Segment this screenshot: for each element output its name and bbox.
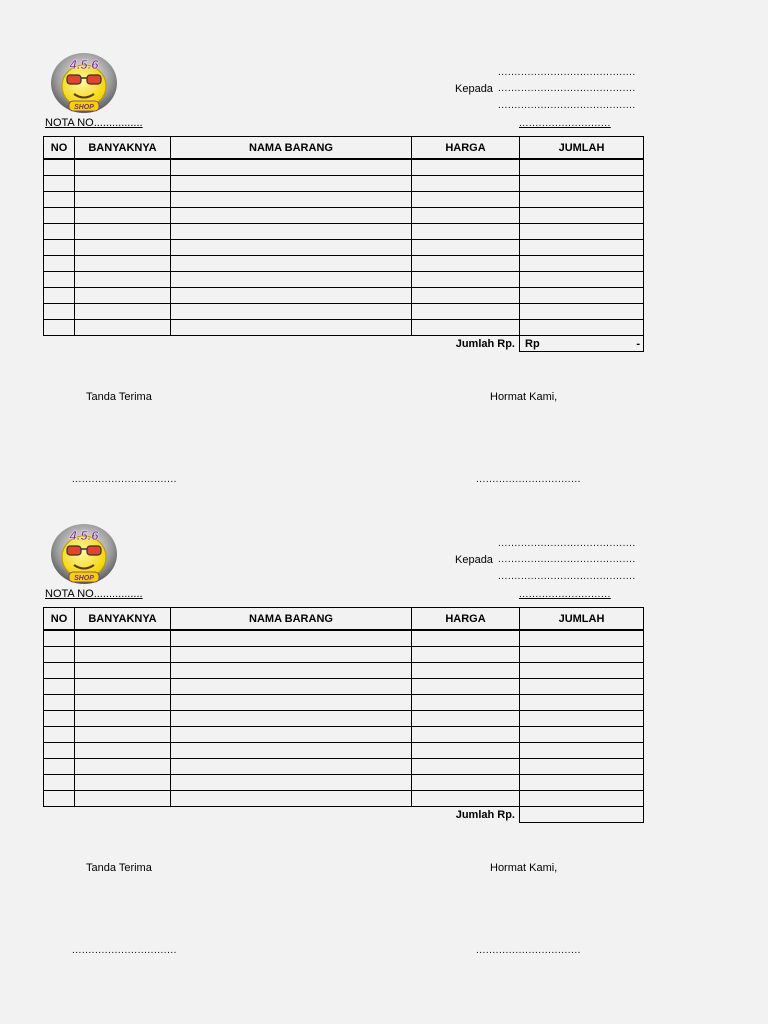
cell-price[interactable] — [412, 647, 520, 663]
cell-total[interactable] — [520, 663, 644, 679]
recipient-dots-line3: .......................................... — [498, 100, 636, 111]
header-quantity: BANYAKNYA — [75, 137, 171, 160]
cell-total[interactable] — [520, 192, 644, 208]
recipient-dots-line3: .......................................... — [498, 571, 636, 582]
cell-quantity[interactable] — [75, 272, 171, 288]
cell-no[interactable] — [44, 791, 75, 807]
cell-item-name[interactable] — [171, 727, 412, 743]
cell-no[interactable] — [44, 759, 75, 775]
items-table — [43, 136, 644, 352]
cell-item-name[interactable] — [171, 272, 412, 288]
cell-no[interactable] — [44, 240, 75, 256]
cell-total[interactable] — [520, 208, 644, 224]
cell-no[interactable] — [44, 176, 75, 192]
cell-price[interactable] — [412, 272, 520, 288]
header-price: HARGA — [412, 137, 520, 160]
cell-quantity[interactable] — [75, 304, 171, 320]
grand-total-label: Jumlah Rp. — [455, 337, 515, 350]
nota-dots: ............... — [96, 588, 143, 600]
cell-price[interactable] — [412, 759, 520, 775]
kepada-label: Kepada — [455, 83, 493, 95]
cell-price[interactable] — [412, 679, 520, 695]
cell-price[interactable] — [412, 176, 520, 192]
cell-total[interactable] — [520, 288, 644, 304]
date-dots: ............................ — [519, 589, 611, 600]
cell-no[interactable] — [44, 711, 75, 727]
logo-top-text: 4.5.6 — [69, 57, 99, 72]
table-row — [44, 679, 644, 695]
recipient-dots-line1: .......................................... — [498, 538, 636, 549]
cell-no[interactable] — [44, 304, 75, 320]
cell-quantity[interactable] — [75, 159, 171, 176]
cell-total[interactable] — [520, 775, 644, 791]
cell-quantity[interactable] — [75, 791, 171, 807]
cell-price[interactable] — [412, 304, 520, 320]
logo-top-text: 4.5.6 — [69, 528, 99, 543]
nota-dots: ............... — [96, 117, 143, 129]
cell-no[interactable] — [44, 630, 75, 647]
cell-item-name[interactable] — [171, 320, 412, 336]
cell-total[interactable] — [520, 176, 644, 192]
cell-item-name[interactable] — [171, 224, 412, 240]
cell-total[interactable] — [520, 224, 644, 240]
cell-price[interactable] — [412, 320, 520, 336]
cell-no[interactable] — [44, 727, 75, 743]
kepada-label: Kepada — [455, 554, 493, 566]
cell-no[interactable] — [44, 743, 75, 759]
regards-signature-dots: ................................ — [476, 945, 581, 956]
cell-total[interactable] — [520, 647, 644, 663]
table-row — [44, 663, 644, 679]
cell-price[interactable] — [412, 159, 520, 176]
header-total: JUMLAH — [520, 137, 644, 160]
cell-no[interactable] — [44, 288, 75, 304]
table-row — [44, 647, 644, 663]
cell-total[interactable] — [520, 743, 644, 759]
received-by-signature-dots: ................................ — [72, 474, 177, 485]
cell-total[interactable] — [520, 240, 644, 256]
grand-total-value — [520, 807, 644, 823]
cell-quantity[interactable] — [75, 630, 171, 647]
cell-no[interactable] — [44, 208, 75, 224]
cell-quantity[interactable] — [75, 759, 171, 775]
table-row — [44, 630, 644, 647]
cell-quantity[interactable] — [75, 647, 171, 663]
cell-no[interactable] — [44, 679, 75, 695]
recipient-dots-line2: .......................................... — [498, 554, 636, 565]
cell-item-name[interactable] — [171, 679, 412, 695]
cell-price[interactable] — [412, 711, 520, 727]
cell-no[interactable] — [44, 272, 75, 288]
shop-logo — [49, 52, 119, 114]
cell-total[interactable] — [520, 272, 644, 288]
shop-logo — [49, 523, 119, 585]
cell-no[interactable] — [44, 647, 75, 663]
cell-item-name[interactable] — [171, 759, 412, 775]
nota-number — [45, 588, 143, 600]
cell-quantity[interactable] — [75, 775, 171, 791]
cell-item-name[interactable] — [171, 208, 412, 224]
cell-total[interactable] — [520, 256, 644, 272]
nota-label: NOTA NO. — [45, 117, 97, 129]
table-row — [44, 727, 644, 743]
cell-item-name[interactable] — [171, 711, 412, 727]
table-row — [44, 775, 644, 791]
invoice-form-1 — [0, 0, 768, 490]
table-row — [44, 256, 644, 272]
date-dots: ............................ — [519, 118, 611, 129]
cell-item-name[interactable] — [171, 192, 412, 208]
cell-quantity[interactable] — [75, 695, 171, 711]
grand-total-currency: Rp — [525, 337, 540, 350]
table-row — [44, 208, 644, 224]
cell-quantity[interactable] — [75, 208, 171, 224]
cell-quantity[interactable] — [75, 256, 171, 272]
table-row — [44, 759, 644, 775]
table-row — [44, 176, 644, 192]
grand-total-amount: - — [636, 337, 640, 350]
cell-quantity[interactable] — [75, 679, 171, 695]
cell-item-name[interactable] — [171, 288, 412, 304]
item-rows — [44, 159, 644, 336]
cell-no[interactable] — [44, 159, 75, 176]
cell-price[interactable] — [412, 695, 520, 711]
cell-price[interactable] — [412, 791, 520, 807]
table-row — [44, 320, 644, 336]
cell-item-name[interactable] — [171, 663, 412, 679]
regards-label: Hormat Kami, — [490, 391, 558, 403]
cell-total[interactable] — [520, 759, 644, 775]
table-row — [44, 743, 644, 759]
cell-no[interactable] — [44, 256, 75, 272]
cell-item-name[interactable] — [171, 240, 412, 256]
cell-no[interactable] — [44, 224, 75, 240]
header-quantity: BANYAKNYA — [75, 608, 171, 631]
regards-label: Hormat Kami, — [490, 862, 558, 874]
cell-quantity[interactable] — [75, 663, 171, 679]
header-no: NO — [44, 608, 75, 631]
grand-total-label: Jumlah Rp. — [455, 808, 515, 821]
cell-quantity[interactable] — [75, 224, 171, 240]
cell-no[interactable] — [44, 695, 75, 711]
cell-no[interactable] — [44, 320, 75, 336]
received-by-label: Tanda Terima — [86, 391, 152, 403]
table-row — [44, 791, 644, 807]
cell-total[interactable] — [520, 159, 644, 176]
cell-quantity[interactable] — [75, 743, 171, 759]
table-row — [44, 695, 644, 711]
cell-total[interactable] — [520, 304, 644, 320]
regards-signature-dots: ................................ — [476, 474, 581, 485]
cell-quantity[interactable] — [75, 192, 171, 208]
cell-quantity[interactable] — [75, 288, 171, 304]
cell-price[interactable] — [412, 663, 520, 679]
table-row — [44, 240, 644, 256]
items-table — [43, 607, 644, 823]
recipient-dots-line2: .......................................... — [498, 83, 636, 94]
cell-item-name[interactable] — [171, 256, 412, 272]
header-price: HARGA — [412, 608, 520, 631]
cell-total[interactable] — [520, 695, 644, 711]
cell-total[interactable] — [520, 727, 644, 743]
table-row — [44, 288, 644, 304]
cell-price[interactable] — [412, 208, 520, 224]
cell-total[interactable] — [520, 679, 644, 695]
cell-no[interactable] — [44, 192, 75, 208]
cell-quantity[interactable] — [75, 711, 171, 727]
cell-quantity[interactable] — [75, 176, 171, 192]
cell-item-name[interactable] — [171, 743, 412, 759]
cell-item-name[interactable] — [171, 630, 412, 647]
cell-total[interactable] — [520, 630, 644, 647]
cell-price[interactable] — [412, 224, 520, 240]
cell-item-name[interactable] — [171, 775, 412, 791]
cell-item-name[interactable] — [171, 159, 412, 176]
cell-total[interactable] — [520, 711, 644, 727]
table-row — [44, 272, 644, 288]
cell-total[interactable] — [520, 320, 644, 336]
header-total: JUMLAH — [520, 608, 644, 631]
cell-price[interactable] — [412, 192, 520, 208]
table-row — [44, 192, 644, 208]
grand-total-value — [520, 336, 644, 352]
cell-quantity[interactable] — [75, 240, 171, 256]
cell-price[interactable] — [412, 256, 520, 272]
cell-item-name[interactable] — [171, 791, 412, 807]
cell-price[interactable] — [412, 288, 520, 304]
cell-quantity[interactable] — [75, 727, 171, 743]
cell-price[interactable] — [412, 240, 520, 256]
recipient-dots-line1: .......................................... — [498, 67, 636, 78]
header-item-name: NAMA BARANG — [171, 608, 412, 631]
cell-price[interactable] — [412, 727, 520, 743]
nota-label: NOTA NO. — [45, 588, 97, 600]
table-row — [44, 304, 644, 320]
cell-no[interactable] — [44, 775, 75, 791]
cell-price[interactable] — [412, 775, 520, 791]
cell-item-name[interactable] — [171, 176, 412, 192]
table-row — [44, 159, 644, 176]
logo-badge-text: SHOP — [74, 104, 94, 111]
cell-item-name[interactable] — [171, 695, 412, 711]
table-row — [44, 711, 644, 727]
cell-item-name[interactable] — [171, 304, 412, 320]
item-rows — [44, 630, 644, 807]
cell-item-name[interactable] — [171, 647, 412, 663]
received-by-signature-dots: ................................ — [72, 945, 177, 956]
header-no: NO — [44, 137, 75, 160]
header-item-name: NAMA BARANG — [171, 137, 412, 160]
cell-price[interactable] — [412, 630, 520, 647]
invoice-form-2 — [0, 471, 768, 961]
cell-total[interactable] — [520, 791, 644, 807]
cell-quantity[interactable] — [75, 320, 171, 336]
logo-badge-text: SHOP — [74, 575, 94, 582]
cell-no[interactable] — [44, 663, 75, 679]
table-row — [44, 224, 644, 240]
received-by-label: Tanda Terima — [86, 862, 152, 874]
cell-price[interactable] — [412, 743, 520, 759]
nota-number — [45, 117, 143, 129]
